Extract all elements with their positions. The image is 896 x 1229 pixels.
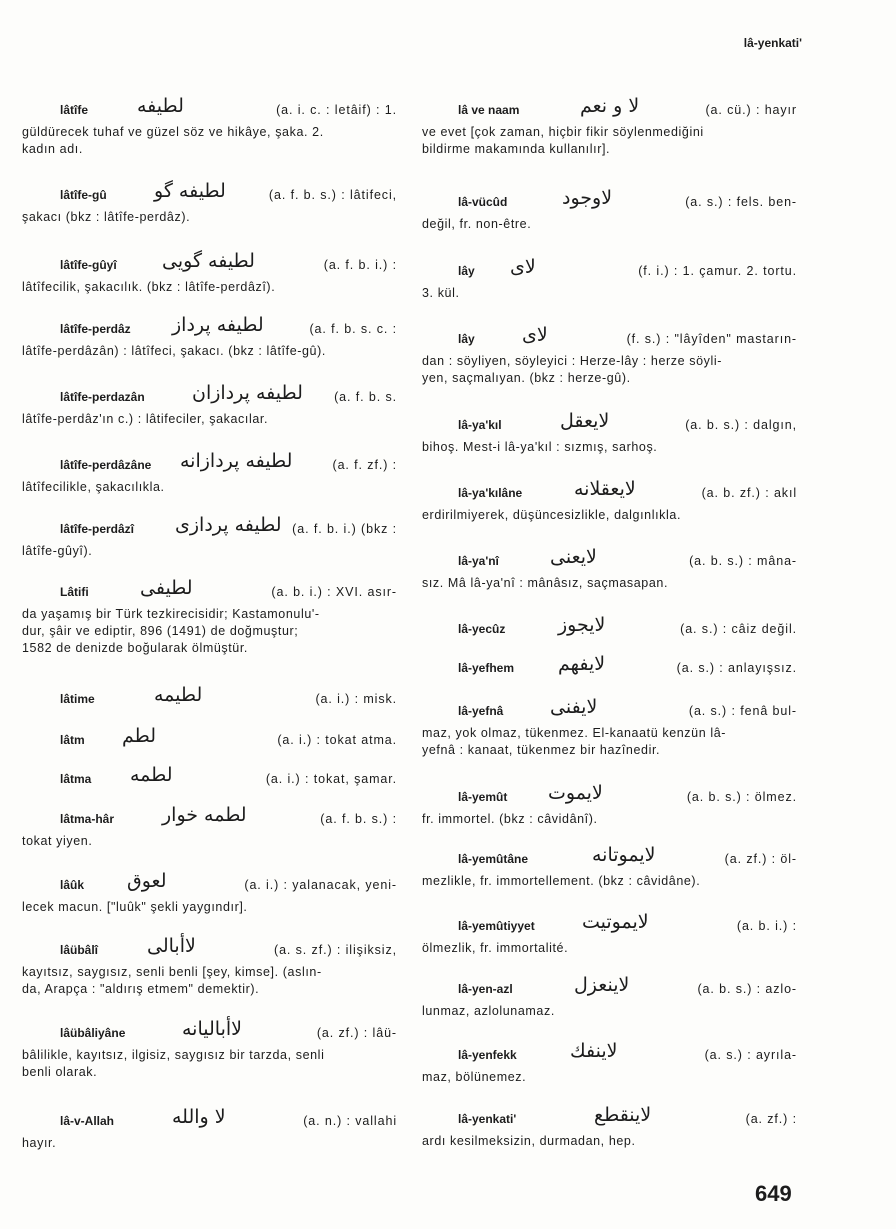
- definition-continued: tokat yiyen.: [22, 834, 93, 848]
- definition: (a. b. s.) : azlo-: [697, 982, 797, 996]
- definition: (a. s.) : fenâ bul-: [688, 704, 797, 718]
- entry: [22, 514, 397, 560]
- headword: lâ-yemût: [458, 790, 508, 804]
- definition-continued: güldürecek tuhaf ve güzel söz ve hikâye, şaka. 2. kadın adı.: [22, 125, 324, 156]
- headword: lâtîfe: [60, 103, 89, 117]
- definition-continued: şakacı (bkz : lâtîfe-perdâz).: [22, 210, 191, 224]
- definition: (a. s.) : câiz değil.: [680, 622, 797, 636]
- definition: (a. s.) : fels. ben-: [685, 195, 797, 209]
- definition: (a. zf.) :: [745, 1112, 797, 1126]
- entry: [422, 1104, 797, 1150]
- definition: (a. b. zf.) : akıl: [701, 486, 797, 500]
- definition: (a. f. zf.) :: [332, 458, 397, 472]
- arabic-script: لاينفك: [570, 1040, 618, 1062]
- entry: [422, 546, 797, 592]
- entry: [22, 725, 397, 753]
- arabic-script: لايموتيت: [582, 911, 649, 933]
- definition: (a. f. b. s.: [334, 390, 397, 404]
- entry: [22, 180, 397, 226]
- headword: lâtîfe-gûyî: [60, 258, 117, 272]
- arabic-script: لطيفه گويى: [162, 250, 255, 272]
- headword: lâ-ya'kıl: [458, 418, 502, 432]
- definition-continued: lâtîfecilik, şakacılık. (bkz : lâtîfe-perdâzî).: [22, 280, 276, 294]
- arabic-script: لطم: [122, 725, 157, 747]
- headword: lâtîfe-gû: [60, 188, 107, 202]
- arabic-script: لا والله: [172, 1106, 226, 1128]
- headword: lâtîfe-perdâzâne: [60, 458, 152, 472]
- definition: (a. b. s.) : mâna-: [689, 554, 797, 568]
- definition-continued: lunmaz, azlolunamaz.: [422, 1004, 555, 1018]
- entry: [22, 935, 397, 998]
- entry: [422, 95, 797, 158]
- definition-continued: bâlilikle, kayıtsız, ilgisiz, saygısız bir tarzda, senli benli olarak.: [22, 1048, 325, 1079]
- headword: lâ ve naam: [458, 103, 520, 117]
- definition: (a. b. s.) : ölmez.: [686, 790, 797, 804]
- headword: lâ-yenkati': [458, 1112, 517, 1126]
- arabic-script: لايموت: [548, 782, 603, 804]
- arabic-script: لايجوز: [558, 614, 606, 636]
- definition: (a. i. c. : letâif) : 1.: [276, 103, 397, 117]
- entry: [422, 410, 797, 456]
- definition-continued: maz, yok olmaz, tükenmez. El-kanaatü kenzün lâ- yefnâ : kanaat, tükenmez bir hazînedir.: [422, 726, 727, 757]
- definition: (a. zf.) : lâü-: [316, 1026, 397, 1040]
- definition: (a. f. b. i.) :: [323, 258, 397, 272]
- arabic-script: لايفنى: [550, 696, 598, 718]
- definition: (f. i.) : 1. çamur. 2. tortu.: [638, 264, 797, 278]
- arabic-script: لاأباليانه: [182, 1018, 242, 1040]
- entry: [422, 478, 797, 524]
- entry: [22, 577, 397, 657]
- definition: (a. b. i.) :: [736, 919, 797, 933]
- arabic-script: لاينقطع: [594, 1104, 652, 1126]
- definition-continued: lâtîfe-perdâzân) : lâtîfeci, şakacı. (bkz : lâtîfe-gû).: [22, 344, 326, 358]
- arabic-script: لطيفى: [140, 577, 193, 599]
- entry: [22, 95, 397, 158]
- entry: [422, 614, 797, 642]
- arabic-script: لعوق: [127, 870, 167, 892]
- definition-continued: 3. kül.: [422, 286, 460, 300]
- headword: lây: [458, 264, 475, 278]
- headword: lâ-vücûd: [458, 195, 508, 209]
- entry: [422, 696, 797, 759]
- arabic-script: لاى: [522, 324, 548, 346]
- definition: (a. f. b. s.) :: [320, 812, 397, 826]
- definition-continued: da yaşamış bir Türk tezkirecisidir; Kastamonulu'- dur, şâir ve ediptir, 896 (1491) de doğmuştur; 1582 de denizde boğularak ölmüştür.: [22, 607, 320, 655]
- definition-continued: maz, bölünemez.: [422, 1070, 527, 1084]
- definition: (a. b. i.) : XVI. asır-: [271, 585, 397, 599]
- headword: lâ-yemûtiyyet: [458, 919, 535, 933]
- definition-continued: lâtîfecilikle, şakacılıkla.: [22, 480, 165, 494]
- definition-continued: lecek macun. ["luûk" şekli yaygındır].: [22, 900, 248, 914]
- headword: Lâtifi: [60, 585, 89, 599]
- headword: lâ-v-Allah: [60, 1114, 115, 1128]
- headword: lâtma: [60, 772, 92, 786]
- headword: lâ-ya'nî: [458, 554, 499, 568]
- headword: lâtime: [60, 692, 95, 706]
- definition: (a. cü.) : hayır: [705, 103, 797, 117]
- headword: lâ-yen-azl: [458, 982, 513, 996]
- definition: (a. f. b. s.) : lâtifeci,: [268, 188, 397, 202]
- entry: [422, 324, 797, 387]
- headword: lâtîfe-perdâzî: [60, 522, 135, 536]
- definition-continued: erdirilmiyerek, düşüncesizlikle, dalgınlıkla.: [422, 508, 682, 522]
- definition-continued: hayır.: [22, 1136, 57, 1150]
- definition: (a. i.) : tokat, şamar.: [265, 772, 397, 786]
- headword: lâübâlî: [60, 943, 99, 957]
- arabic-script: لايعقل: [560, 410, 610, 432]
- headword: lâtîfe-perdâz: [60, 322, 131, 336]
- headword: lâ-yenfekk: [458, 1048, 517, 1062]
- definition-continued: ardı kesilmeksizin, durmadan, hep.: [422, 1134, 636, 1148]
- arabic-script: لطمه خوار: [162, 804, 247, 826]
- arabic-script: لطمه: [130, 764, 173, 786]
- arabic-script: لطيفه گو: [154, 180, 226, 202]
- headword: lâ-yefhem: [458, 661, 515, 675]
- definition-continued: mezlikle, fr. immortellement. (bkz : câvidâne).: [422, 874, 701, 888]
- definition: (a. i.) : yalanacak, yeni-: [244, 878, 397, 892]
- definition-continued: fr. immortel. (bkz : câvidânî).: [422, 812, 598, 826]
- definition: (a. i.) : tokat atma.: [277, 733, 397, 747]
- arabic-script: لاأبالى: [147, 935, 196, 957]
- arabic-script: لايعنى: [550, 546, 597, 568]
- entry: [422, 974, 797, 1020]
- arabic-script: لايعقلانه: [574, 478, 636, 500]
- headword: lâtm: [60, 733, 85, 747]
- arabic-script: لايفهم: [558, 653, 606, 675]
- arabic-script: لطيفه پردازانه: [180, 450, 293, 472]
- definition-continued: lâtîfe-gûyî).: [22, 544, 93, 558]
- entry: [22, 684, 397, 712]
- definition: (a. b. s.) : dalgın,: [685, 418, 797, 432]
- entry: [22, 870, 397, 916]
- definition: (a. f. b. i.) (bkz :: [292, 522, 397, 536]
- arabic-script: لطيفه پرداز: [172, 314, 264, 336]
- definition: (a. f. b. s. c. :: [309, 322, 397, 336]
- arabic-script: لا و نعم: [580, 95, 640, 117]
- entry: [422, 911, 797, 957]
- headword: lâ-yecûz: [458, 622, 506, 636]
- entry: [422, 844, 797, 890]
- headword: lâûk: [60, 878, 85, 892]
- definition-continued: kayıtsız, saygısız, senli benli [şey, kimse]. (aslın- da, Arapça : "aldırış etmem" demektir).: [22, 965, 322, 996]
- definition: (a. s. zf.) : ilişiksiz,: [274, 943, 397, 957]
- definition-continued: dan : söyliyen, söyleyici : Herze-lây : herze söyli- yen, saçmalıyan. (bkz : herze-gû).: [422, 354, 723, 385]
- arabic-script: لايموتانه: [592, 844, 656, 866]
- arabic-script: لاى: [510, 256, 536, 278]
- entry: [422, 187, 797, 233]
- definition-continued: ölmezlik, fr. immortalité.: [422, 941, 569, 955]
- entry: [422, 653, 797, 681]
- entry: [22, 1106, 397, 1152]
- entry: [22, 1018, 397, 1081]
- definition: (a. n.) : vallahi: [303, 1114, 397, 1128]
- definition-continued: değil, fr. non-être.: [422, 217, 532, 231]
- arabic-script: لاينعزل: [574, 974, 630, 996]
- page-number: 649: [755, 1181, 792, 1206]
- entry: [22, 382, 397, 428]
- entry: [22, 450, 397, 496]
- headword: lây: [458, 332, 475, 346]
- definition: (f. s.) : "lâyîden" mastarın-: [626, 332, 797, 346]
- entry: [22, 804, 397, 850]
- entry: [422, 782, 797, 828]
- arabic-script: لاوجود: [562, 187, 613, 209]
- entry: [422, 1040, 797, 1086]
- headword: lâ-yemûtâne: [458, 852, 529, 866]
- arabic-script: لطيمه: [154, 684, 203, 706]
- headword: lâ-yefnâ: [458, 704, 504, 718]
- definition: (a. s.) : ayrıla-: [704, 1048, 797, 1062]
- entry: [422, 256, 797, 302]
- definition-continued: lâtîfe-perdâz'ın c.) : lâtifeciler, şakacılar.: [22, 412, 269, 426]
- entry: [22, 314, 397, 360]
- arabic-script: لطيفه: [137, 95, 184, 117]
- definition-continued: bihoş. Mest-i lâ-ya'kıl : sızmış, sarhoş.: [422, 440, 658, 454]
- entry: [22, 250, 397, 296]
- arabic-script: لطيفه پردازان: [192, 382, 303, 404]
- definition-continued: sız. Mâ lâ-ya'nî : mânâsız, saçmasapan.: [422, 576, 669, 590]
- running-header: lâ-yenkati': [743, 36, 802, 50]
- definition-continued: ve evet [çok zaman, hiçbir fikir söylenmediğini bildirme makamında kullanılır].: [422, 125, 704, 156]
- headword: lâ-ya'kılâne: [458, 486, 523, 500]
- definition: (a. i.) : misk.: [315, 692, 397, 706]
- headword: lâübâliyâne: [60, 1026, 126, 1040]
- headword: lâtma-hâr: [60, 812, 115, 826]
- arabic-script: لطيفه پردازى: [175, 514, 282, 536]
- definition: (a. s.) : anlayışsız.: [676, 661, 797, 675]
- entry: [22, 764, 397, 792]
- definition: (a. zf.) : öl-: [724, 852, 797, 866]
- headword: lâtîfe-perdazân: [60, 390, 145, 404]
